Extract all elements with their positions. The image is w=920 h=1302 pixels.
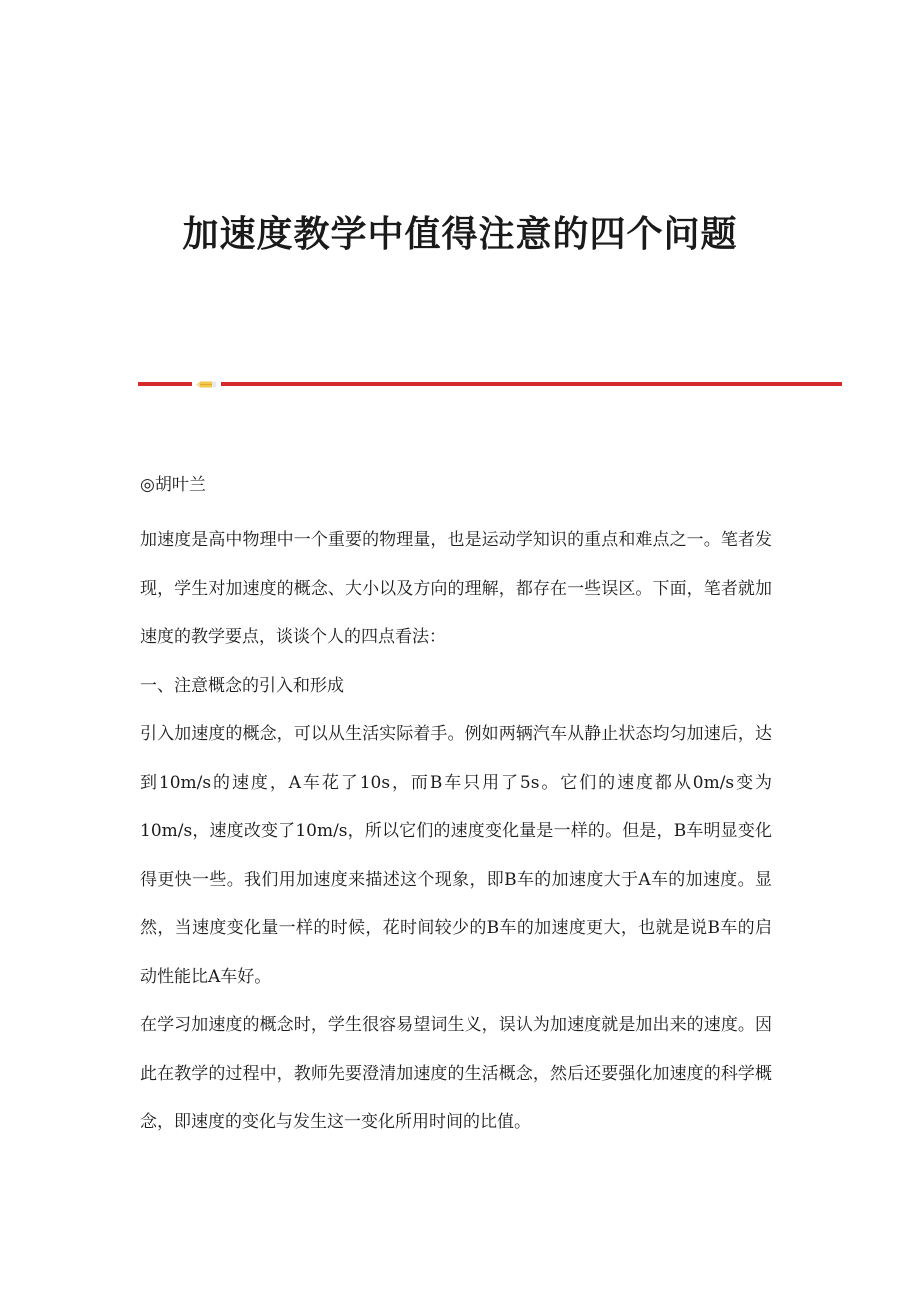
document-title: 加速度教学中值得注意的四个问题 [182, 213, 738, 255]
paragraph-example: 引入加速度的概念，可以从生活实际着手。例如两辆汽车从静止状态均匀加速后，达到10m/s的速度，A车花了10s，而B车只用了5s。它们的速度都从0m/s变为10m/s，速度改变了10m/s，所以它们的速度变化量是一样的。但是，B车明显变化得更快一些。我们用加速度来描述这个现象，即B车的加速度大于A车的加速度。显然，当速度变化量一样的时候，花时间较少的B车的加速度更大，也就是说B车的启动性能比A车好。 [140, 724, 772, 987]
author-byline: ◎胡叶兰 [140, 475, 206, 495]
paragraph-intro: 加速度是高中物理中一个重要的物理量，也是运动学知识的重点和难点之一。笔者发现，学生对加速度的概念、大小以及方向的理解，都存在一些误区。下面，笔者就加速度的教学要点，谈谈个人的四点看法： [140, 530, 772, 647]
pencil-icon [196, 381, 216, 388]
article-body [140, 466, 772, 1147]
title-divider [138, 380, 842, 390]
divider-bar-right [221, 382, 842, 386]
section-heading: 一、注意概念的引入和形成 [140, 675, 344, 696]
paragraph-concept: 在学习加速度的概念时，学生很容易望词生义，误认为加速度就是加出来的速度。因此在教学的过程中，教师先要澄清加速度的生活概念，然后还要强化加速度的科学概念，即速度的变化与发生这一变化所用时间的比值。 [140, 1015, 772, 1132]
divider-bar-left [138, 382, 192, 386]
